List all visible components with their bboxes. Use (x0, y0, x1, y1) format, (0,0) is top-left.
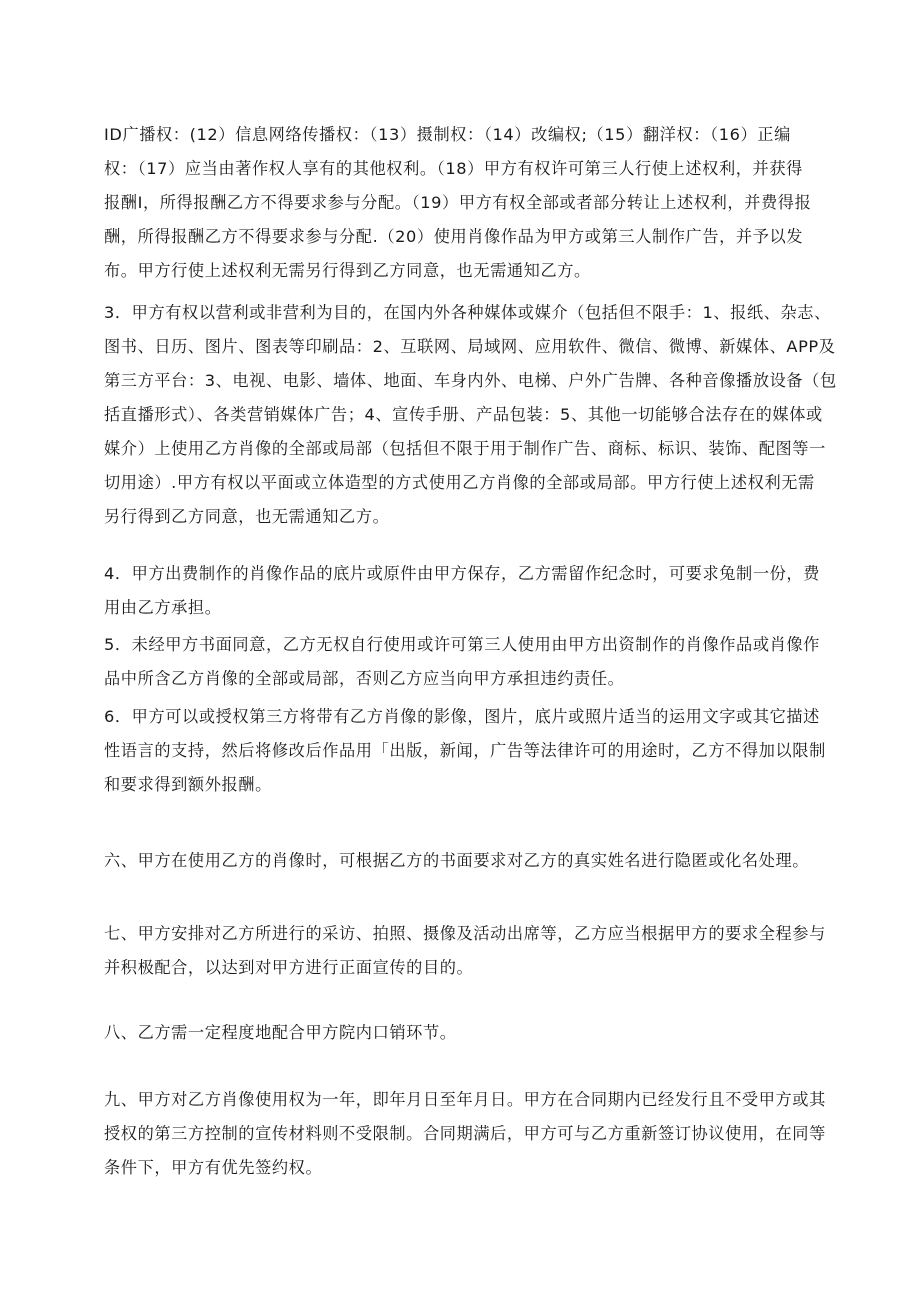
text-line: 并积极配合，以达到对甲方进行正面宣传的目的。 (104, 958, 474, 977)
text-line: 条件下，甲方有优先签约权。 (104, 1158, 323, 1177)
text-line: 酬，所得报酬乙方不得要求参与分配.（20）使用肖像作品为甲方或第三人制作广告，并予以发 (104, 227, 804, 246)
text-line: 授权的第三方控制的宣传材料则不受限制。合同期满后，甲方可与乙方重新签订协议使用，在同等 (104, 1124, 826, 1143)
text-line: 品中所含乙方肖像的全部或局部，否则乙方应当向甲方承担违约责任。 (104, 669, 625, 688)
text-line: 第三方平台：3、电视、电影、墙体、地面、车身内外、电梯、户外广告牌、各种音像播放设备（包 (104, 371, 837, 390)
paragraph-article-9 (104, 1083, 844, 1185)
text-line: 八、乙方需一定程度地配合甲方院内口销环节。 (104, 1023, 457, 1042)
text-line: 5．未经甲方书面同意，乙方无权自行使用或许可第三人使用由甲方出资制作的肖像作品或肖像作 (104, 635, 820, 654)
paragraph-clause-5 (104, 628, 844, 696)
text-line: 图书、日历、图片、图表等印刷品：2、互联网、局域网、应用软件、微信、微博、新媒体、APP及 (104, 337, 836, 356)
text-line: 括直播形式）、各类营销媒体广告；4、宣传手册、产品包装：5、其他一切能够合法存在的媒体或 (104, 405, 823, 424)
paragraph-article-6 (104, 844, 844, 878)
text-line: 七、甲方安排对乙方所进行的采访、拍照、摄像及活动出席等，乙方应当根据甲方的要求全程参与 (104, 924, 826, 943)
paragraph-article-7 (104, 917, 844, 985)
text-line: 权：（17）应当由著作权人享有的其他权利。（18）甲方有权许可第三人行使上述权利，并获得 (104, 159, 803, 178)
text-line: 切用途）.甲方有权以平面或立体造型的方式使用乙方肖像的全部或局部。甲方行使上述权利无需 (104, 473, 815, 492)
paragraph-clause-4 (104, 557, 844, 625)
text-line: ID广播权：(12）信息网络传播权：（13）摄制权：（14）改编权;（15）翻洋权：（16）正编 (104, 125, 791, 144)
text-line: 用由乙方承担。 (104, 598, 222, 617)
text-line: 和要求得到额外报酬。 (104, 775, 272, 794)
paragraph-clause-6 (104, 700, 844, 802)
paragraph-clause-3 (104, 296, 844, 534)
text-line: 媒介）上使用乙方肖像的全部或局部（包括但不限于用于制作广告、商标、标识、装饰、配图等一 (104, 439, 826, 458)
text-line: 六、甲方在使用乙方的肖像时，可根据乙方的书面要求对乙方的真实姓名进行隐匿或化名处理。 (104, 851, 810, 870)
text-line: 6．甲方可以或授权第三方将带有乙方肖像的影像，图片，底片或照片适当的运用文字或其它描述 (104, 707, 820, 726)
text-line: 3．甲方有权以营利或非营利为目的，在国内外各种媒体或媒介（包括但不限手：1、报纸、杂志、 (104, 303, 831, 322)
paragraph-rights-list-continued (104, 118, 844, 288)
text-line: 报酬I，所得报酬乙方不得要求参与分配。（19）甲方有权全部或者部分转让上述权利，并费得报 (104, 193, 812, 212)
text-line: 4．甲方出费制作的肖像作品的底片或原件由甲方保存，乙方需留作纪念时，可要求兔制一份，费 (104, 564, 820, 583)
text-line: 九、甲方对乙方肖像使用权为一年，即年月日至年月日。甲方在合同期内已经发行且不受甲方或其 (104, 1090, 826, 1109)
text-line: 性语言的支持，然后将修改后作品用「出版，新闻，广告等法律许可的用途时，乙方不得加以限制 (104, 741, 826, 760)
text-line: 布。甲方行使上述权利无需另行得到乙方同意，也无需通知乙方。 (104, 261, 591, 280)
paragraph-article-8 (104, 1016, 844, 1050)
text-line: 另行得到乙方同意，也无需通知乙方。 (104, 507, 390, 526)
